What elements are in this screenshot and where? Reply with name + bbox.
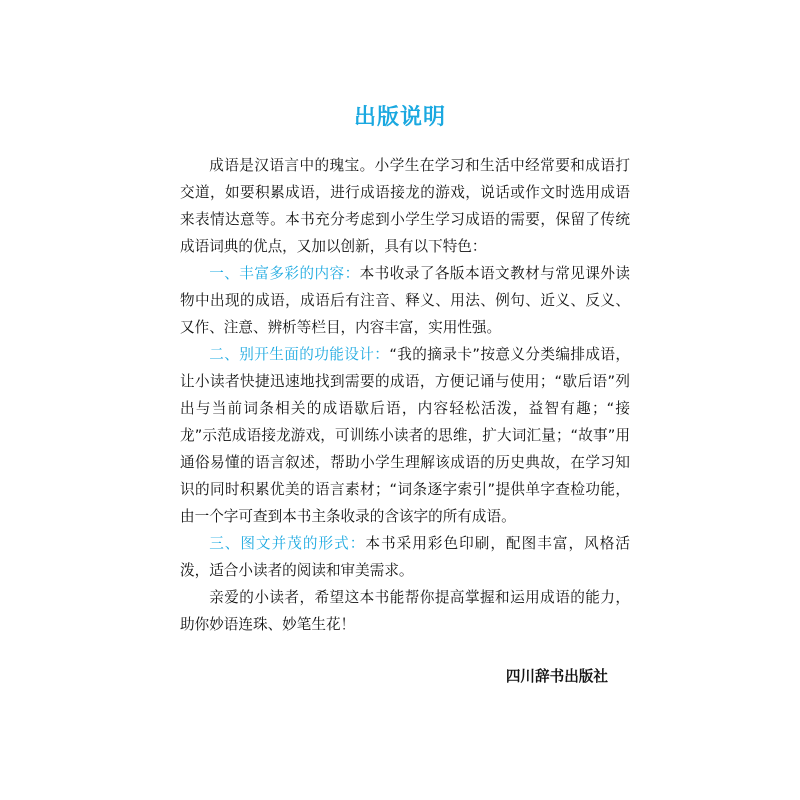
paragraph-closing [180,584,630,638]
paragraph-text: 成语是汉语言中的瑰宝。小学生在学习和生活中经常要和成语打交道，如要积累成语，进行成语接龙的游戏，说话或作文时选用成语来表情达意等。本书充分考虑到小学生学习成语的需要，保留了传统成语词典的优点，又加以创新，具有以下特色： [180,157,630,255]
publisher-signature: 四川辞书出版社 [505,668,608,685]
paragraph-feature-design [180,341,630,530]
paragraph-text: 亲爱的小读者，希望这本书能帮你提高掌握和运用成语的能力，助你妙语连珠、妙笔生花！ [180,589,630,633]
paragraph-text: 本书收录了各版本语文教材与常见课外读物中出现的成语，成语后有注音、释义、用法、例句、近义、反义、又作、注意、辨析等栏目，内容丰富，实用性强。 [180,265,630,336]
paragraph-heading: 一、丰富多彩的内容： [209,265,360,282]
paragraph-heading: 二、别开生面的功能设计： [209,346,390,363]
document-body [180,152,630,638]
paragraph-intro [180,152,630,260]
paragraph-text: “我的摘录卡”按意义分类编排成语，让小读者快捷迅速地找到需要的成语，方便记诵与使用；“歇后语”列出与当前词条相关的成语歇后语，内容轻松活泼，益智有趣；“接龙”示范成语接龙游戏，可训练小读者的思维，扩大词汇量；“故事”用通俗易懂的语言叙述，帮助小学生理解该成语的历史典故，在学习知识的同时积累优美的语言素材；“词条逐字索引”提供单字查检功能，由一个字可查到本书主条收录的含该字的所有成语。 [180,346,630,525]
paragraph-heading: 三、图文并茂的形式： [209,535,366,552]
paragraph-feature-format [180,530,630,584]
page-title: 出版说明 [353,104,446,130]
paragraph-feature-content [180,260,630,341]
paragraph-text: 本书采用彩色印刷，配图丰富，风格活泼，适合小读者的阅读和审美需求。 [180,535,630,579]
